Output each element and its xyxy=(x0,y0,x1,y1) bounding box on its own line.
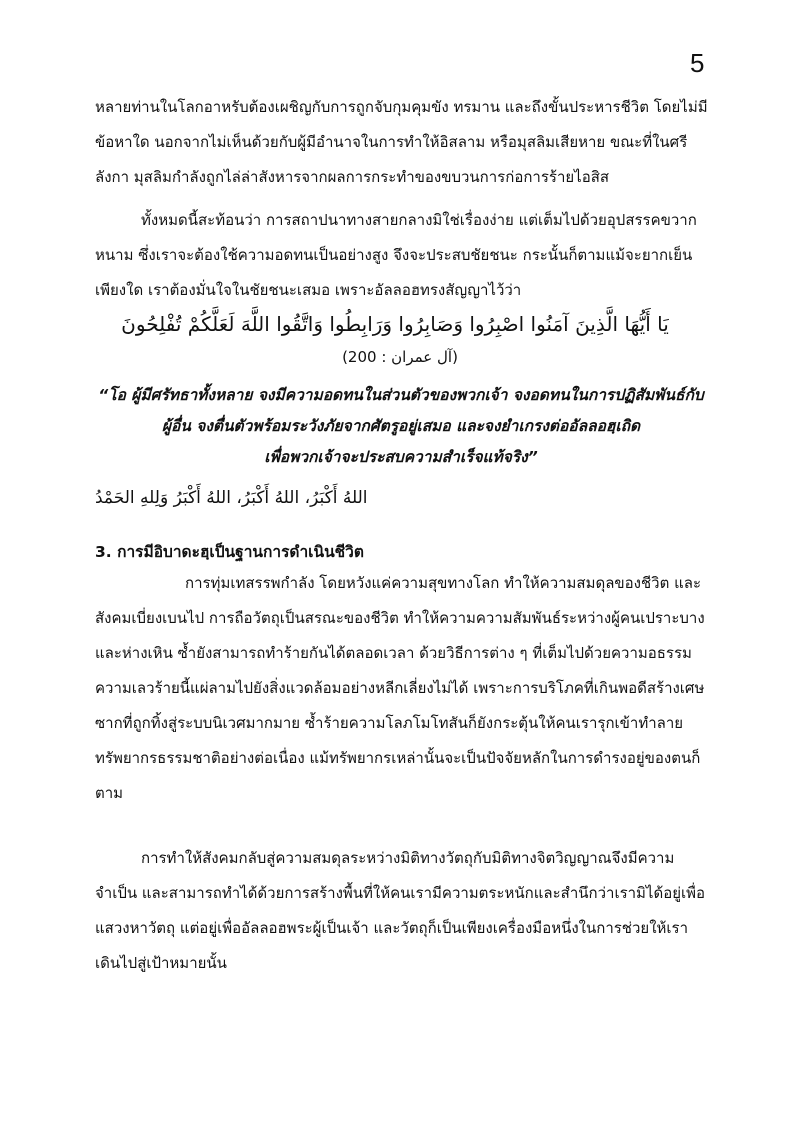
paragraph-1-line: ข้อหาใด นอกจากไม่เห็นด้วยกับผู้มีอำนาจในการทำให้อิสลาม หรือมุสลิมเสียหาย ขณะที่ในศรี xyxy=(95,133,688,151)
paragraph-1-line: ลังกา มุสลิมกำลังถูกไล่ล่าสังหารจากผลการกระทำของขบวนการก่อการร้ายไอสิส xyxy=(95,168,610,186)
quran-verse: يَا أَيُّهَا الَّذِينَ آمَنُوا اصْبِرُوا وَصَابِرُوا وَرَابِطُوا وَاتَّقُوا اللَّهَ لَعَلَّكُمْ تُفْلِحُونَ xyxy=(121,312,669,336)
paragraph-4-line: จำเป็น และสามารถทำได้ด้วยการสร้างพื้นที่ให้คนเรามีความตระหนักและสำนึกว่าเรามิได้อยู่เพื่อ xyxy=(95,884,706,902)
section-heading: 3. การมีอิบาดะฮฺเป็นฐานการดำเนินชีวิต xyxy=(95,543,364,561)
paragraph-4-line: เดินไปสู่เป้าหมายนั้น xyxy=(95,954,227,972)
paragraph-4-line: การทำให้สังคมกลับสู่ความสมดุลระหว่างมิติทางวัตถุกับมิติทางจิตวิญญาณจึงมีความ xyxy=(141,849,675,867)
paragraph-2 xyxy=(95,203,707,308)
paragraph-2-line: ทั้งหมดนี้สะท้อนว่า การสถาปนาทางสายกลางมิใช่เรื่องง่าย แต่เต็มไปด้วยอุปสรรคขวาก xyxy=(141,211,697,229)
translation-line: ผู้อื่น จงตื่นตัวพร้อมระวังภัยจากศัตรูอยู่เสมอ และจงยำเกรงต่ออัลลอฮฺเถิด xyxy=(161,417,641,435)
paragraph-4-line: แสวงหาวัตถุ แต่อยู่เพื่ออัลลอฮพระผู้เป็นเจ้า และวัตถุก็เป็นเพียงเครื่องมือหนึ่งในการช่วยให้เรา xyxy=(95,919,689,937)
paragraph-3-line: ความเลวร้ายนี้แผ่ลามไปยังสิ่งแวดล้อมอย่างหลีกเลี่ยงไม่ได้ เพราะการบริโภคที่เกินพอดีสร้างเศษ xyxy=(95,679,705,697)
paragraph-1-line: หลายท่านในโลกอาหรับต้องเผชิญกับการถูกจับกุมคุมขัง ทรมาน และถึงขั้นประหารชีวิต โดยไม่มี xyxy=(95,98,708,116)
paragraph-1 xyxy=(95,90,707,195)
paragraph-3-line: ซากที่ถูกทิ้งสู่ระบบนิเวศมากมาย ซ้ำร้ายความโลภโมโทสันก็ยังกระตุ้นให้คนเรารุกเข้าทำลาย xyxy=(95,714,684,732)
translation-line: เพื่อพวกเจ้าจะประสบความสำเร็จแท้จริง” xyxy=(264,448,538,466)
paragraph-3 xyxy=(95,566,707,811)
paragraph-3-line: การทุ่มเทสรรพกำลัง โดยหวังแค่ความสุขทางโลก ทำให้ความสมดุลของชีวิต และ xyxy=(185,574,702,592)
takbir-text: اللهُ أَكْبَرُ، اللهُ أَكْبَرُ، اللهُ أَكْبَرُ وَلِلهِ الحَمْدُ xyxy=(95,488,368,508)
page-number: 5 xyxy=(690,48,705,78)
paragraph-4 xyxy=(95,841,707,981)
paragraph-3-line: ตาม xyxy=(95,784,124,802)
paragraph-2-line: หนาม ซึ่งเราจะต้องใช้ความอดทนเป็นอย่างสูง จึงจะประสบชัยชนะ กระนั้นก็ตามแม้จะยากเย็น xyxy=(95,246,693,264)
paragraph-3-line: และห่างเหิน ซ้ำยังสามารถทำร้ายกันได้ตลอดเวลา ด้วยวิธีการต่าง ๆ ที่เต็มไปด้วยความอธรรม xyxy=(95,644,692,662)
translation-line: “โอ ผู้มีศรัทธาทั้งหลาย จงมีความอดทนในส่วนตัวของพวกเจ้า จงอดทนในการปฏิสัมพันธ์กับ xyxy=(98,386,704,404)
paragraph-3-line: สังคมเบี่ยงเบนไป การถือวัตถุเป็นสรณะของชีวิต ทำให้ความความสัมพันธ์ระหว่างผู้คนเปราะบาง xyxy=(95,609,705,627)
verse-translation xyxy=(95,380,707,473)
paragraph-3-line: ทรัพยากรธรรมชาติอย่างต่อเนื่อง แม้ทรัพยากรเหล่านั้นจะเป็นปัจจัยหลักในการดำรงอยู่ของตนก็ xyxy=(95,749,701,767)
paragraph-2-line: เพียงใด เราต้องมั่นใจในชัยชนะเสมอ เพราะอัลลอฮทรงสัญญาไว้ว่า xyxy=(95,281,522,299)
verse-reference: (آل عمران : 200) xyxy=(342,348,458,366)
